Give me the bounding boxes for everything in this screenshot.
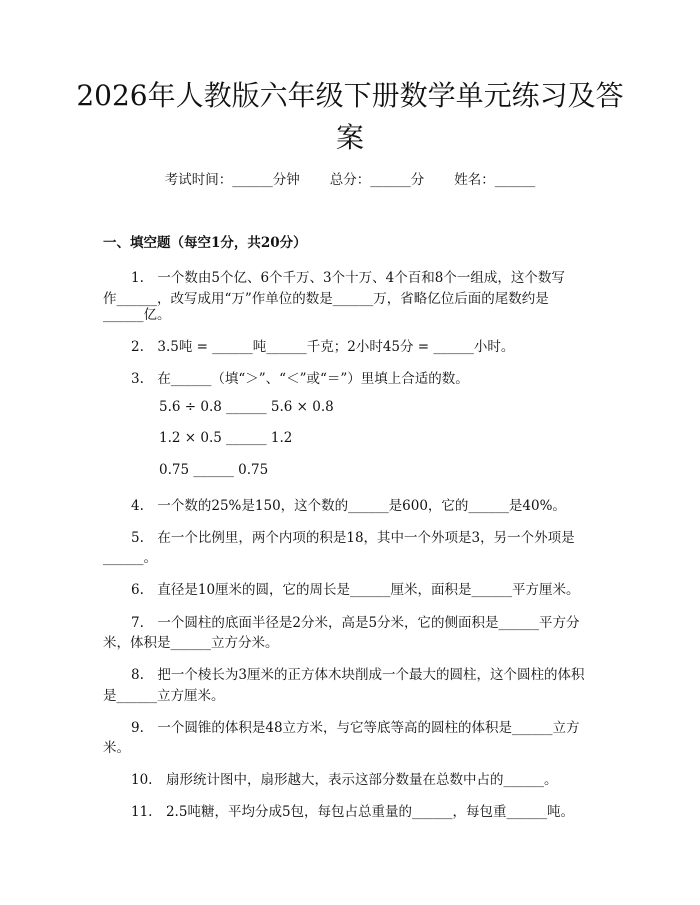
- question-7-line-2: 米，体积是______立方分米。: [103, 635, 279, 651]
- section-heading: 一、填空题（每空1分，共20分）: [103, 235, 307, 251]
- question-10: 10. 扇形统计图中，扇形越大，表示这部分数量在总数中占的______。: [131, 772, 558, 788]
- question-1-line-1: 1. 一个数由5个亿、6个千万、3个十万、4个百和8个一组成，这个数写: [131, 270, 565, 286]
- question-9-line-2: 米。: [103, 740, 130, 756]
- question-3-item-c: 0.75 ______ 0.75: [159, 462, 269, 478]
- question-5-line-2: ______。: [103, 550, 157, 566]
- question-3: 3. 在______（填“＞”、“＜”或“＝”）里填上合适的数。: [131, 371, 469, 387]
- question-7-line-1: 7. 一个圆柱的底面半径是2分米，高是5分米，它的侧面积是______平方分: [131, 615, 580, 631]
- question-1-line-2: 作______，改写成用“万”作单位的数是______万，省略亿位后面的尾数约是: [103, 291, 549, 307]
- page-title-line-1: 2026年人教版六年级下册数学单元练习及答: [76, 79, 624, 112]
- question-3-item-b: 1.2 × 0.5 ______ 1.2: [159, 430, 293, 446]
- question-8-line-2: 是______立方厘米。: [103, 688, 225, 704]
- question-9-line-1: 9. 一个圆锥的体积是48立方米，与它等底等高的圆柱的体积是______立方: [131, 720, 580, 736]
- question-1-line-3: ______亿。: [103, 307, 171, 323]
- student-name: 姓名：______: [454, 172, 536, 188]
- exam-info: [0, 168, 700, 188]
- exam-time: 考试时间：______分钟: [164, 172, 300, 188]
- question-2: 2. 3.5吨 = ______吨______千克；2小时45分 = ______小时。: [131, 339, 515, 355]
- question-11: 11. 2.5吨糖，平均分成5包，每包占总重量的______，每包重______吨。: [131, 804, 575, 820]
- question-8-line-1: 8. 把一个棱长为3厘米的正方体木块削成一个最大的圆柱，这个圆柱的体积: [131, 667, 585, 683]
- exam-score: 总分：______分: [329, 172, 425, 188]
- question-3-item-a: 5.6 ÷ 0.8 ______ 5.6 × 0.8: [159, 399, 334, 415]
- question-5-line-1: 5. 在一个比例里，两个内项的积是18，其中一个外项是3，另一个外项是: [131, 530, 575, 546]
- page-title-line-2: 案: [335, 121, 364, 154]
- question-6: 6. 直径是10厘米的圆，它的周长是______厘米，面积是______平方厘米。: [131, 582, 580, 598]
- question-4: 4. 一个数的25%是150，这个数的______是600，它的______是40%。: [131, 498, 566, 514]
